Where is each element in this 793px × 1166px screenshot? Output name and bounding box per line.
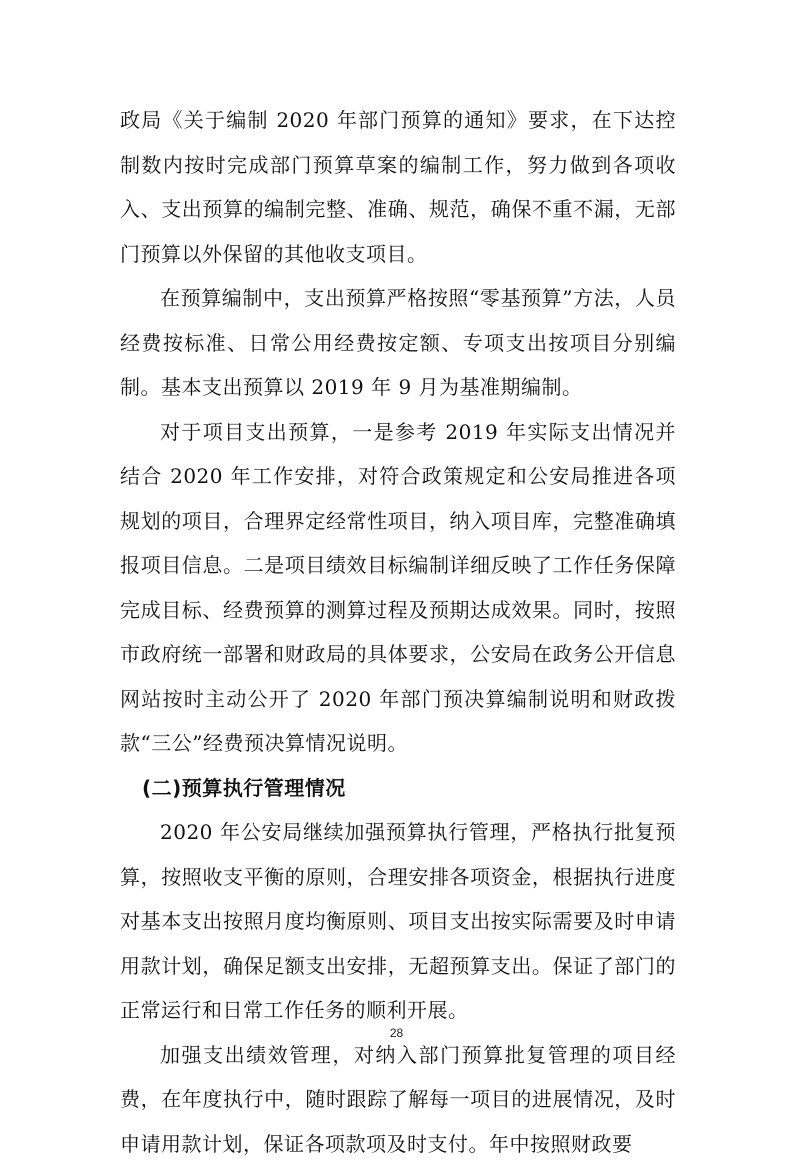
paragraph-project-expenditure: 对于项目支出预算，一是参考 2019 年实际支出情况并结合 2020 年工作安排，对符合政策规定和公安局推进各项规划的项目，合理界定经常性项目，纳入项目库，完整准确填报项目信息。二是项目绩效目标编制详细反映了工作任务保障完成目标、经费预算的测算过程及预期达成效果。同时，按照市政府统一部署和财政局的具体要求，公安局在政务公开信息网站按时主动公开了 2020 年部门预决算编制说明和财政拨款“三公”经费预决算情况说明。	[120, 410, 676, 766]
paragraph-performance-management: 加强支出绩效管理，对纳入部门预算批复管理的项目经费，在年度执行中，随时跟踪了解每一项目的进展情况，及时申请用款计划，保证各项款项及时支付。年中按照财政要	[120, 1033, 676, 1166]
section-heading: (二)预算执行管理情况	[120, 766, 676, 811]
paragraph-budget-execution: 2020 年公安局继续加强预算执行管理，严格执行批复预算，按照收支平衡的原则，合理安排各项资金，根据执行进度对基本支出按照月度均衡原则、项目支出按实际需要及时申请用款计划，确保足额支出安排，无超预算支出。保证了部门的正常运行和日常工作任务的顺利开展。	[120, 810, 676, 1033]
paragraph-zero-based-budget: 在预算编制中，支出预算严格按照“零基预算”方法，人员经费按标准、日常公用经费按定额、专项支出按项目分别编制。基本支出预算以 2019 年 9 月为基准期编制。	[120, 276, 676, 410]
paragraph-budget-notice: 政局《关于编制 2020 年部门预算的通知》要求，在下达控制数内按时完成部门预算草案的编制工作，努力做到各项收入、支出预算的编制完整、准确、规范，确保不重不漏，无部门预算以外保留的其他收支项目。	[120, 98, 676, 276]
page-number: 28	[0, 1026, 793, 1040]
body-text	[120, 98, 676, 1166]
